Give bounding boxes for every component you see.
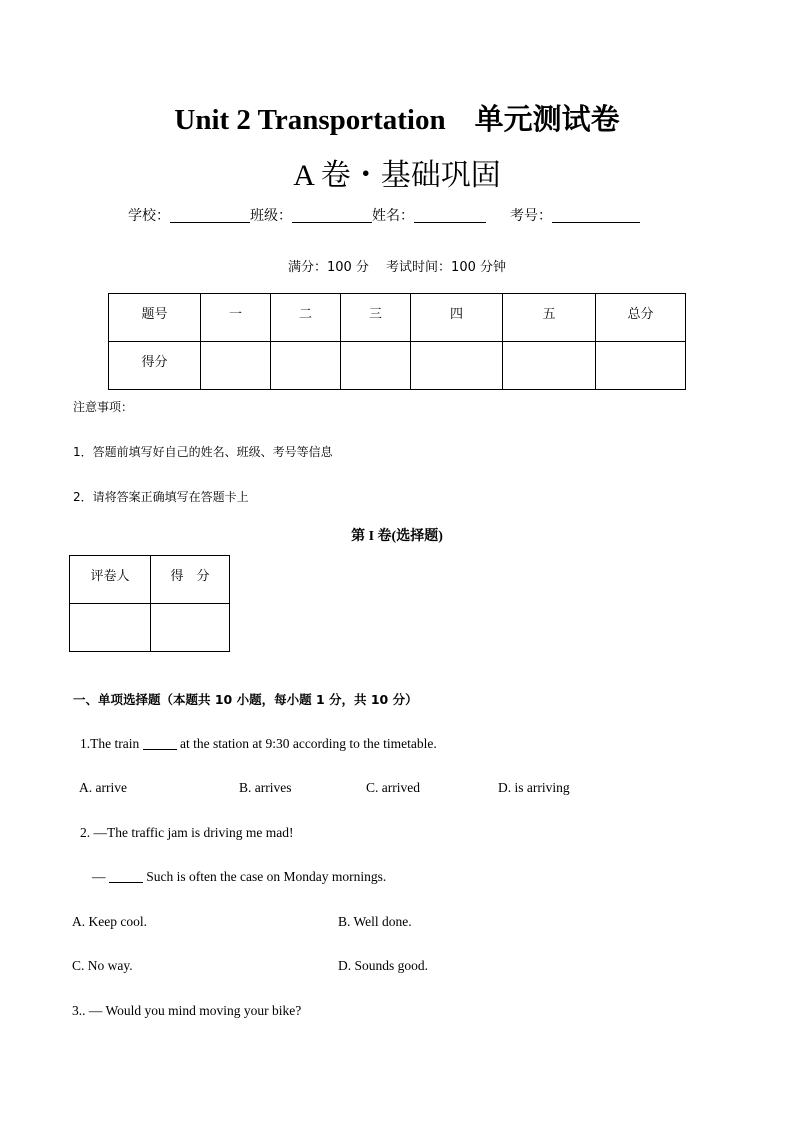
note-item: 1．答题前填写好自己的姓名、班级、考号等信息 [73, 445, 333, 459]
score-table-header-cell: 四 [411, 294, 503, 342]
q1-option-c[interactable]: C. arrived [366, 780, 420, 795]
school-field[interactable] [170, 208, 250, 223]
q2-option-b[interactable]: B. Well done. [338, 914, 412, 929]
score-table-header-cell: 三 [341, 294, 411, 342]
grader-table [69, 555, 230, 652]
score-table-header-cell: 五 [503, 294, 596, 342]
score-table-header-cell: 二 [271, 294, 341, 342]
class-label: 班级： [250, 208, 292, 224]
grader-cell[interactable] [151, 604, 230, 652]
question-2-response [92, 869, 386, 885]
score-cell[interactable] [201, 342, 271, 390]
exam-title: Unit 2 Transportation 单元测试卷 [174, 104, 620, 136]
score-table-header-cell: 题号 [109, 294, 201, 342]
q1-option-d[interactable]: D. is arriving [498, 780, 570, 795]
score-cell[interactable] [596, 342, 686, 390]
answer-blank [143, 737, 177, 750]
score-row-label: 得分 [109, 342, 201, 390]
q2-option-a[interactable]: A. Keep cool. [72, 914, 147, 929]
grader-header-cell: 得 分 [151, 556, 230, 604]
score-cell[interactable] [411, 342, 503, 390]
q1-option-a[interactable]: A. arrive [79, 780, 127, 795]
school-label: 学校： [128, 208, 170, 224]
grader-header-cell: 评卷人 [70, 556, 151, 604]
question-1-text: 1.The train [80, 736, 143, 751]
part-one-title: 一、单项选择题（本题共 10 小题，每小题 1 分，共 10 分） [73, 692, 418, 707]
exam-meta: 满分：100 分 考试时间：100 分钟 [287, 260, 507, 275]
student-info-line [128, 205, 640, 225]
question-1-text-rest: at the station at 9:30 according to the timetable. [176, 736, 437, 751]
q2-option-d[interactable]: D. Sounds good. [338, 958, 429, 973]
name-field[interactable] [414, 208, 486, 223]
question-3: 3.. — Would you mind moving your bike? [72, 1003, 302, 1018]
score-table-header-cell: 一 [201, 294, 271, 342]
question-2: 2. —The traffic jam is driving me mad! [80, 825, 294, 840]
score-table-header-cell: 总分 [596, 294, 686, 342]
grader-cell[interactable] [70, 604, 151, 652]
question-2-response-text: Such is often the case on Monday mornings. [142, 869, 387, 884]
score-cell[interactable] [341, 342, 411, 390]
class-field[interactable] [292, 208, 372, 223]
exam-no-label: 考号： [510, 208, 552, 224]
q2-option-c[interactable]: C. No way. [72, 958, 133, 973]
note-item: 2．请将答案正确填写在答题卡上 [73, 490, 249, 504]
q1-option-b[interactable]: B. arrives [239, 780, 292, 795]
exam-subtitle: A 卷・基础巩固 [293, 159, 501, 192]
score-cell[interactable] [503, 342, 596, 390]
question-1 [80, 736, 437, 752]
score-cell[interactable] [271, 342, 341, 390]
exam-no-field[interactable] [552, 208, 640, 223]
notes-heading: 注意事项： [73, 400, 134, 414]
answer-blank [109, 870, 143, 883]
name-label: 姓名： [372, 208, 414, 224]
score-table [108, 293, 686, 390]
section-heading: 第 I 卷(选择题) [351, 529, 443, 544]
question-2-dash: — [92, 869, 109, 884]
